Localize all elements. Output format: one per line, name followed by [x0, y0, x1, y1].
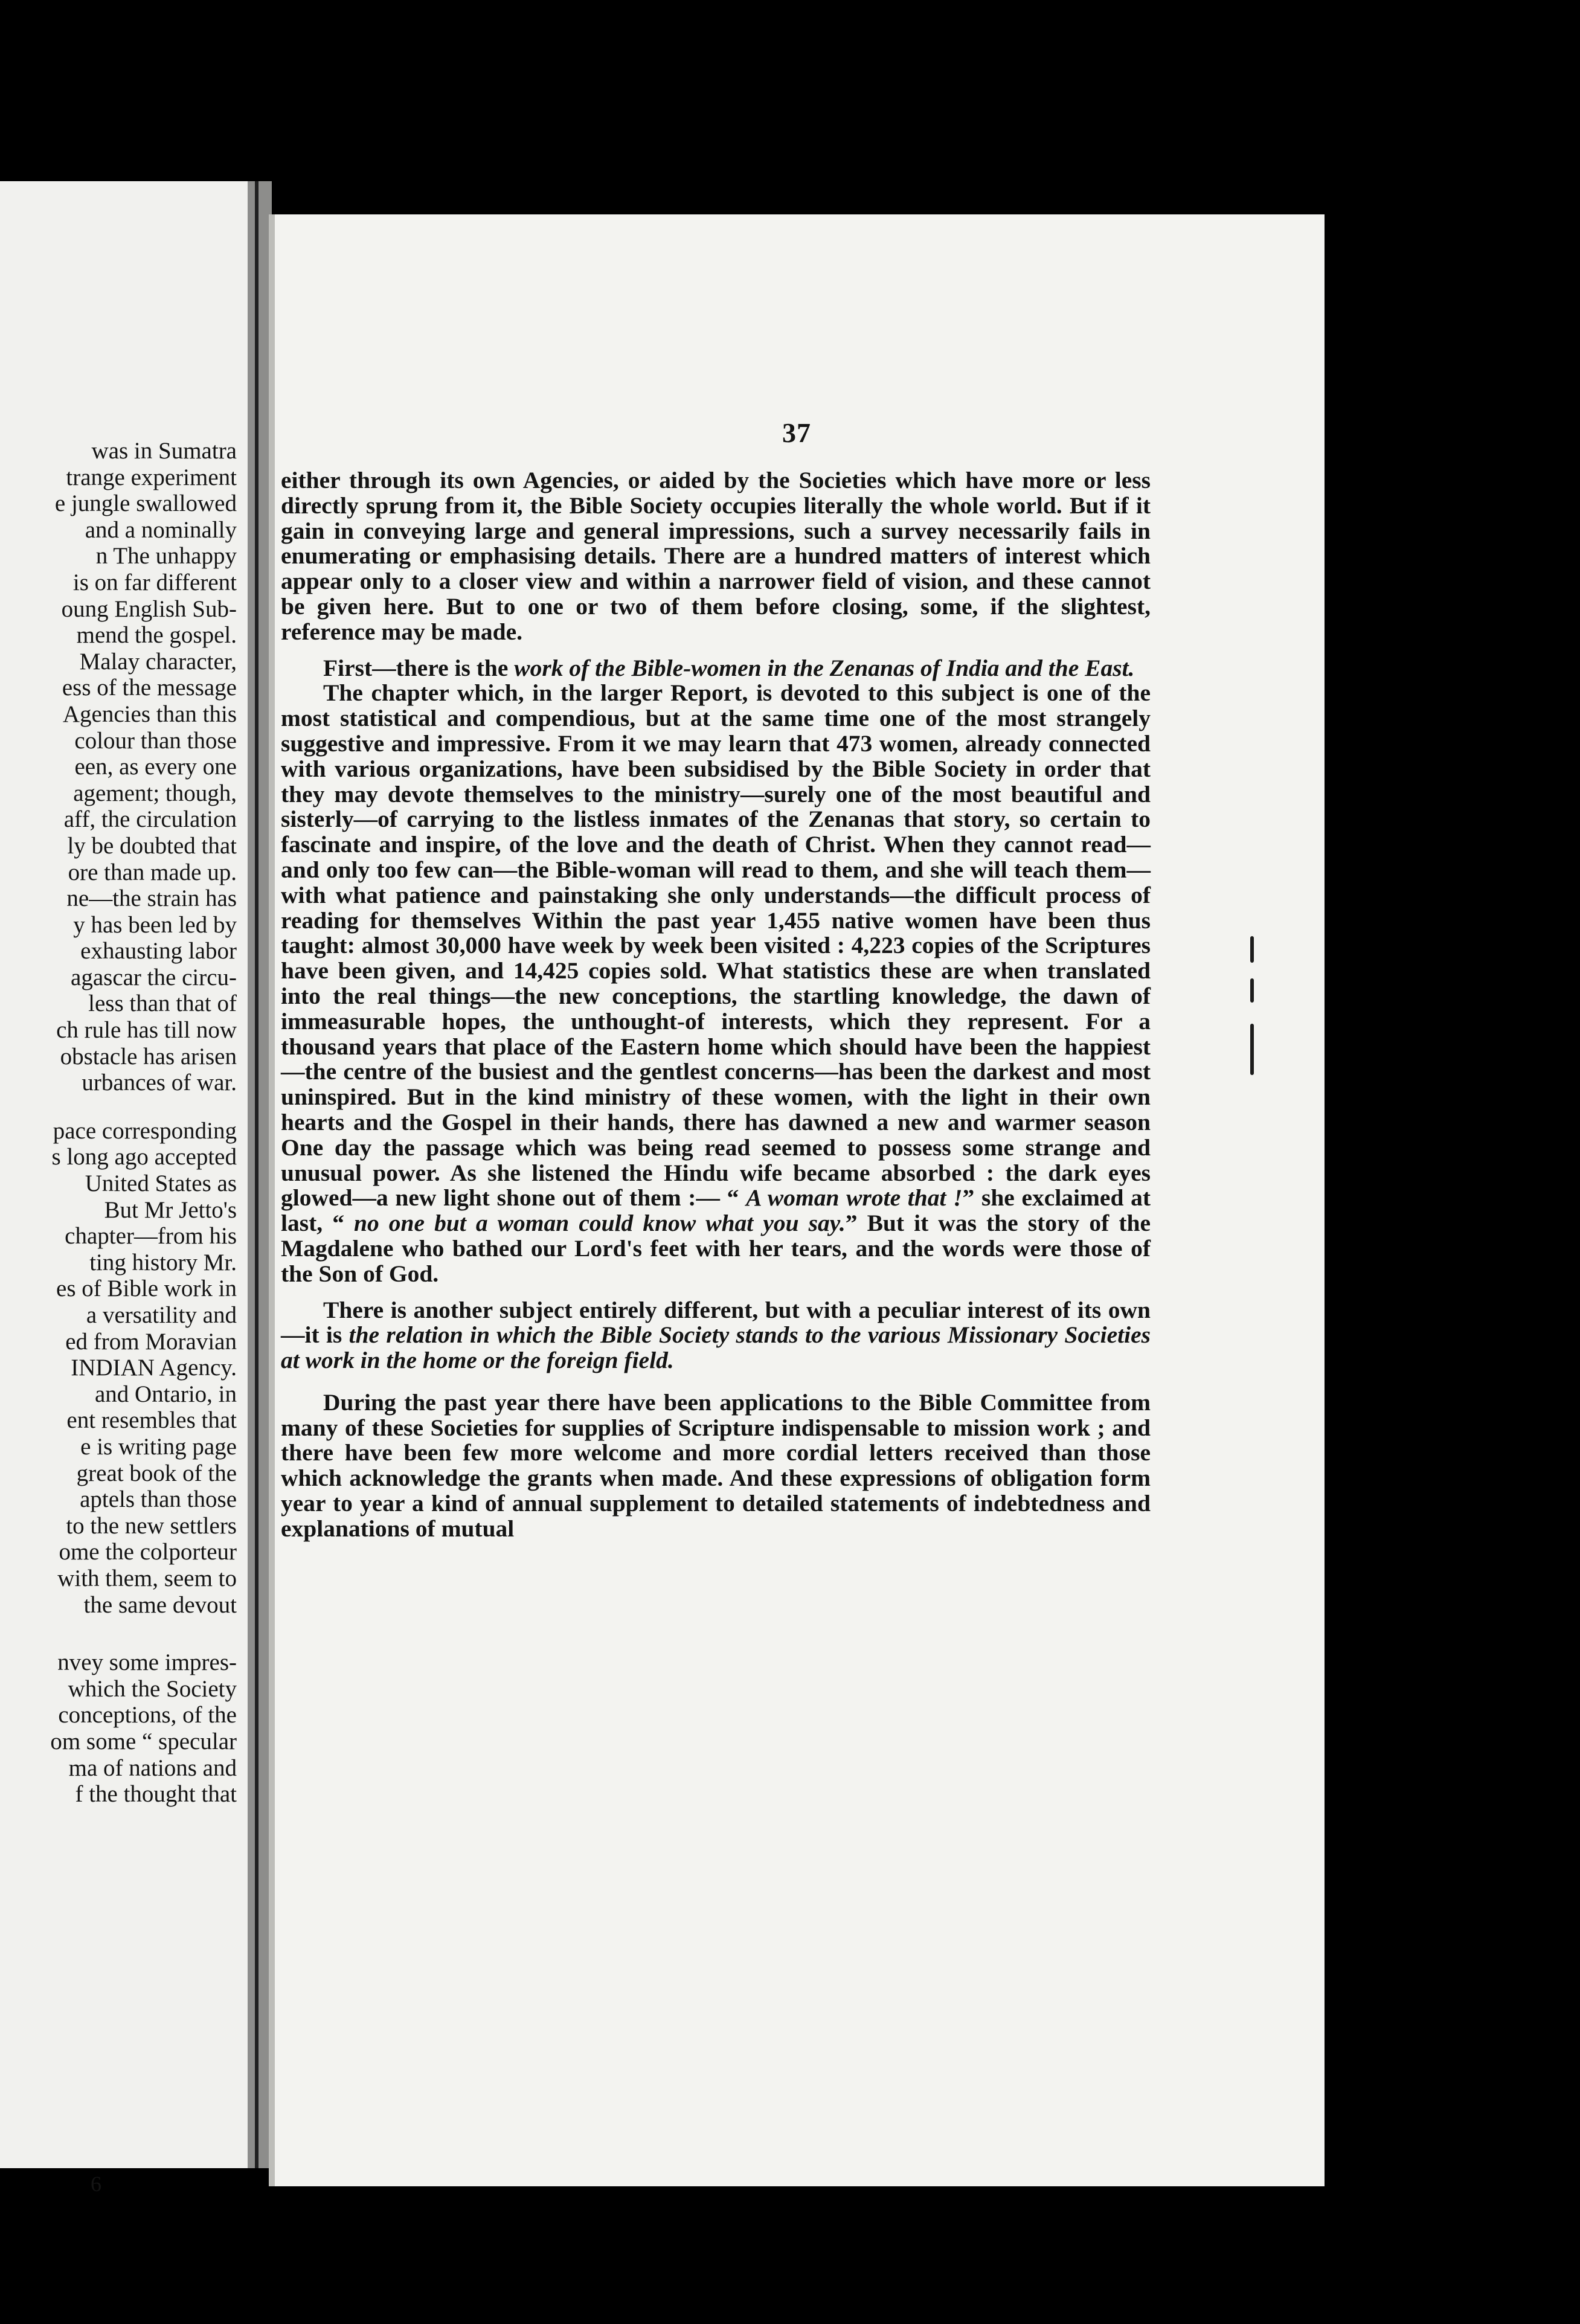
paragraph-text: First—there is the: [323, 654, 515, 681]
left-line: y has been led by: [73, 911, 237, 938]
left-line: aptels than those: [80, 1486, 237, 1513]
paragraph-text: ” she exclaimed at last, “: [281, 1184, 1151, 1237]
left-line: exhausting labor: [80, 938, 237, 965]
paragraph-text: There is another subject entirely different, but with a peculiar interest of its own—it is: [281, 1296, 1151, 1349]
left-line: the same devout: [83, 1591, 237, 1618]
left-line: f the thought that: [75, 1781, 237, 1808]
emphasis-text: no one but a woman could know what you say.: [354, 1210, 846, 1237]
left-line: pace corresponding: [53, 1117, 237, 1144]
left-line: and a nominally: [85, 516, 237, 543]
left-line: Malay character,: [79, 648, 237, 675]
left-line: colour than those: [74, 727, 237, 754]
left-line: ome the colporteur: [59, 1539, 237, 1565]
left-line: een, as every one: [74, 754, 237, 780]
emphasis-text: A woman wrote that !: [746, 1184, 963, 1212]
left-line: mend the gospel.: [76, 622, 237, 649]
left-line: ting history Mr.: [89, 1249, 237, 1276]
left-line: s long ago accepted: [51, 1144, 237, 1170]
left-line: e is writing page: [80, 1433, 237, 1460]
left-line: and Ontario, in: [94, 1381, 237, 1407]
left-line: n The unhappy: [95, 543, 237, 570]
page: [269, 214, 1325, 2186]
left-line: ed from Moravian: [65, 1328, 237, 1355]
left-line: a versatility and: [86, 1302, 237, 1328]
paragraph-text: ” But it was the story of the Magdalene who bathed our Lord's feet with her tears, and the words were those of the Son of God.: [281, 1210, 1151, 1287]
left-line: aff, the circulation: [63, 806, 237, 833]
paragraph-text: The chapter which, in the larger Report, is devoted to this subject is one of the most statistical and compendious, but at the same time one of the most strangely suggestive and impressive. From it we may learn that 473 women, already connected with various organizations, have been subsidised by the Bible Society in order that they may devote themselves to the ministry—surely one of the most beautiful and sisterly—of carrying to the listless inmates of the Zenanas that story, so certain to fascinate and inspire, of the love and the death of Christ. When they cannot read—and only too few can—the Bible-woman will read to them, and she will teach them—with what patience and painstaking she only understands—the difficult process of reading for themselves Within the past year 1,455 native women have been thus taught: almost 30,000 have week by week been visited : 4,223 copies of the Scriptures have been given, and 14,425 copies sold. What statistics these are when translated into the real things—the new conceptions, the startling knowledge, the dawn of immeasurable hopes, the unthought-of interests, which they represent. For a thousand years that place of the Eastern home which should have been the happiest—the centre of the busiest and the gentlest concerns—has been the darkest and most uninspired. But in the kind ministry of these women, with the light in their own hearts and the Gospel in their hands, there has dawned a new and warmer season One day the passage which was being read seemed to possess some strange and unusual power. As she listened the Hindu wife became absorbed : the dark eyes glowed—a new light shone out of them :— “: [281, 679, 1151, 1212]
paragraph: [281, 1298, 1151, 1373]
left-line: Agencies than this: [62, 701, 237, 727]
left-line: to the new settlers: [66, 1512, 237, 1539]
paragraph: During the past year there have been applications to the Bible Committee from many of these Societies for supplies of Scripture indispensable to mission work ; and there have been few more welcome and more cordial letters received than those which acknowledge the grants when made. And these expressions of obligation form year to year a kind of annual supplement to detailed statements of indebtedness and explanations of mutual: [281, 1388, 1151, 1542]
left-line: ess of the message: [62, 675, 237, 701]
left-line: ly be doubted that: [67, 832, 237, 859]
paragraph: [281, 656, 1151, 681]
previous-page-mark: 6: [91, 2172, 101, 2196]
previous-page-fragment: [0, 181, 248, 2196]
body-text: [281, 468, 1151, 1542]
left-line: obstacle has arisen: [60, 1043, 237, 1070]
left-line: conceptions, of the: [58, 1702, 237, 1729]
emphasis-text: the relation in which the Bible Society stands to the various Missionary Societies at work in the home or the foreign field.: [281, 1321, 1151, 1374]
left-line: ent resembles that: [66, 1407, 237, 1434]
left-line: with them, seem to: [57, 1565, 237, 1591]
left-line: But Mr Jetto's: [104, 1196, 237, 1223]
left-line: om some “ specular: [50, 1728, 237, 1754]
left-line: nvey some impres-: [57, 1649, 237, 1676]
paragraph: [281, 681, 1151, 1286]
left-line: urbances of war.: [82, 1070, 237, 1096]
left-line: es of Bible work in: [56, 1276, 237, 1302]
margin-pencil-mark: [1250, 978, 1254, 1003]
left-line: ne—the strain has: [66, 885, 237, 912]
book-gutter: [248, 181, 272, 2168]
left-line: less than that of: [88, 990, 237, 1017]
left-line: oung English Sub-: [61, 595, 237, 622]
left-line: ch rule has till now: [56, 1017, 237, 1044]
left-line: great book of the: [76, 1460, 237, 1486]
left-line: United States as: [85, 1170, 237, 1197]
emphasis-text: work of the Bible-women in the Zenanas of India and the East.: [514, 654, 1135, 681]
gutter-divider: [255, 181, 259, 2168]
left-line: e jungle swallowed: [54, 490, 237, 517]
left-line: is on far different: [72, 569, 237, 595]
left-line: INDIAN Agency.: [71, 1355, 237, 1381]
left-line: agascar the circu-: [71, 964, 237, 990]
paragraph: either through its own Agencies, or aided by the Societies which have more or less directly sprung from it, the Bible Society occupies literally the whole world. But if it gain in conveying large and general impressions, such a survey necessarily fails in enumerating or emphasising details. There are a hundred matters of interest which appear only to a closer view and within a narrower field of vision, and these cannot be given here. But to one or two of them before closing, some, if the slightest, reference may be made.: [281, 467, 1151, 645]
left-line: chapter—from his: [65, 1223, 237, 1250]
left-line: trange experiment: [66, 464, 237, 490]
left-line: was in Sumatra: [91, 438, 237, 464]
page-edge: [269, 214, 275, 2186]
margin-pencil-mark: [1250, 936, 1254, 963]
page-number: 37: [782, 417, 811, 448]
previous-page-text: [0, 438, 237, 1808]
left-line: ma of nations and: [68, 1754, 237, 1781]
left-line: agement; though,: [73, 780, 237, 806]
margin-pencil-mark: [1250, 1024, 1254, 1075]
left-line: which the Society: [68, 1675, 237, 1702]
left-line: ore than made up.: [68, 859, 237, 885]
